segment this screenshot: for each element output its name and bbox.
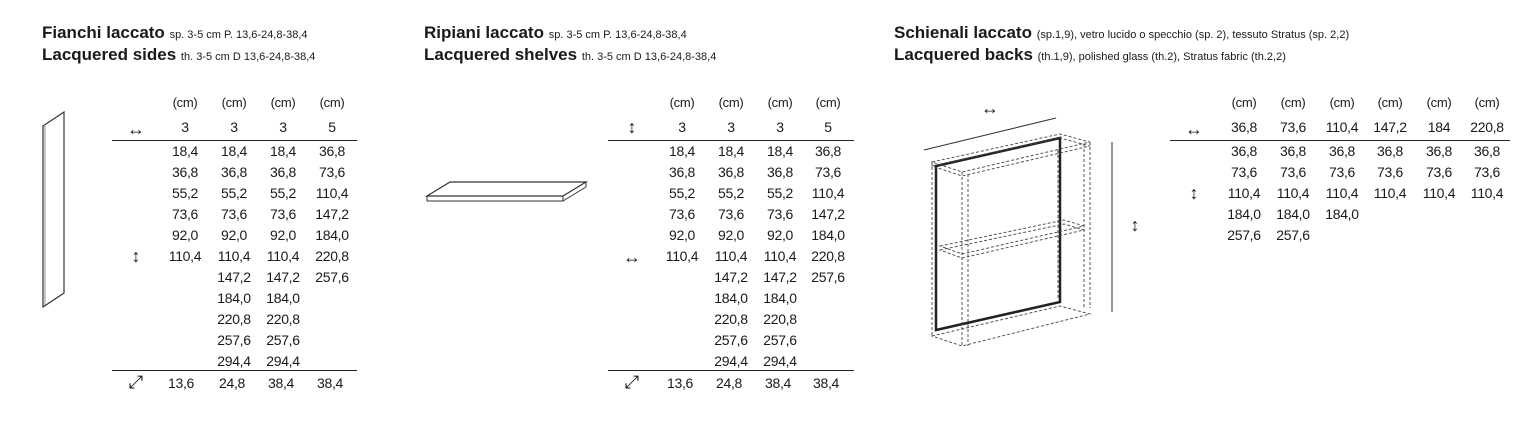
table-cell: 110,4 <box>665 248 699 264</box>
table-cell: 92,0 <box>717 227 745 243</box>
table-cell: 184,0 <box>266 290 300 306</box>
section-lacquered-backs <box>880 0 1532 424</box>
table-cell: 257,6 <box>714 332 748 348</box>
table-cell: 220,8 <box>714 311 748 327</box>
table-cell: 110,4 <box>168 248 202 264</box>
table-cell: 184,0 <box>1325 206 1359 222</box>
table-cell: 110,4 <box>1276 185 1310 201</box>
width-value: 36,8 <box>1230 119 1258 135</box>
unit-header: (cm) <box>270 95 296 110</box>
table-cell: 18,4 <box>668 143 696 159</box>
table-cell: 18,4 <box>717 143 745 159</box>
subtitle-english: (th.1,9), polished glass (th.2), Stratus fabric (th.2,2) <box>1037 51 1286 63</box>
depth-arrow-icon: ⤢ <box>128 372 144 392</box>
bookcase-back-illustration <box>880 0 1140 400</box>
table-cell: 36,8 <box>171 164 199 180</box>
width-value: 73,6 <box>1279 119 1307 135</box>
table-cell: 18,4 <box>269 143 297 159</box>
table-cell: 73,6 <box>1425 164 1453 180</box>
subtitle-english: th. 3-5 cm D 13,6-24,8-38,4 <box>581 51 717 63</box>
table-cell: 147,2 <box>315 206 349 222</box>
table-cell: 184,0 <box>714 290 748 306</box>
table-cell: 36,8 <box>1230 143 1258 159</box>
subtitle-italian: sp. 3-5 cm P. 13,6-24,8-38,4 <box>548 29 687 41</box>
table-cell: 110,4 <box>1422 185 1456 201</box>
table-cell: 184,0 <box>315 227 349 243</box>
table-cell: 36,8 <box>1279 143 1307 159</box>
depth-value: 13,6 <box>666 375 694 391</box>
width-arrow-icon: ↔ <box>127 119 145 139</box>
unit-header: (cm) <box>172 95 198 110</box>
table-cell: 220,8 <box>811 248 845 264</box>
table-cell: 110,4 <box>217 248 251 264</box>
thickness-value: 5 <box>328 119 336 135</box>
table-cell: 110,4 <box>1470 185 1504 201</box>
table-cell: 73,6 <box>171 206 199 222</box>
title-italian: Ripiani laccato <box>424 23 544 42</box>
table-cell: 36,8 <box>220 164 248 180</box>
table-cell: 73,6 <box>1230 164 1258 180</box>
depth-value: 13,6 <box>167 375 195 391</box>
title-italian: Schienali laccato <box>894 23 1032 42</box>
thickness-value: 5 <box>824 119 832 135</box>
thickness-value: 3 <box>776 119 784 135</box>
unit-header: (cm) <box>1280 95 1306 110</box>
table-cell: 147,2 <box>811 206 845 222</box>
table-cell: 55,2 <box>717 185 745 201</box>
table-cell: 55,2 <box>171 185 199 201</box>
table-cell: 147,2 <box>763 269 797 285</box>
table-cell: 147,2 <box>714 269 748 285</box>
table-cell: 110,4 <box>1373 185 1407 201</box>
depth-value: 38,4 <box>764 375 792 391</box>
depth-value: 38,4 <box>812 375 840 391</box>
table-cell: 294,4 <box>763 353 797 369</box>
table-cell: 257,6 <box>217 332 251 348</box>
table-cell: 36,8 <box>1328 143 1356 159</box>
table-cell: 257,6 <box>763 332 797 348</box>
table-height-arrow-icon: ↕ <box>1189 183 1199 203</box>
table-cell: 220,8 <box>763 311 797 327</box>
unit-header: (cm) <box>718 95 744 110</box>
shelf-illustration <box>380 0 600 220</box>
table-cell: 110,4 <box>1325 185 1359 201</box>
thickness-value: 3 <box>230 119 238 135</box>
table-cell: 184,0 <box>1227 206 1261 222</box>
subtitle-english: th. 3-5 cm D 13,6-24,8-38,4 <box>180 51 316 63</box>
table-cell: 18,4 <box>766 143 794 159</box>
table-cell: 36,8 <box>318 143 346 159</box>
thickness-value: 3 <box>678 119 686 135</box>
table-cell: 36,8 <box>1473 143 1501 159</box>
table-cell: 36,8 <box>717 164 745 180</box>
table-cell: 294,4 <box>266 353 300 369</box>
table-cell: 257,6 <box>266 332 300 348</box>
table-cell: 73,6 <box>1376 164 1404 180</box>
table-cell: 92,0 <box>171 227 199 243</box>
table-cell: 55,2 <box>766 185 794 201</box>
unit-header: (cm) <box>815 95 841 110</box>
table-cell: 55,2 <box>220 185 248 201</box>
table-cell: 92,0 <box>766 227 794 243</box>
table-cell: 184,0 <box>1276 206 1310 222</box>
table-cell: 73,6 <box>220 206 248 222</box>
depth-value: 24,8 <box>715 375 743 391</box>
unit-header: (cm) <box>1377 95 1403 110</box>
title-italian: Fianchi laccato <box>42 23 165 42</box>
title-english: Lacquered backs <box>894 45 1033 64</box>
subtitle-italian: sp. 3-5 cm P. 13,6-24,8-38,4 <box>169 29 308 41</box>
unit-header: (cm) <box>1329 95 1355 110</box>
table-cell: 73,6 <box>1328 164 1356 180</box>
width-value: 147,2 <box>1373 119 1407 135</box>
unit-header: (cm) <box>1474 95 1500 110</box>
width-arrow-icon: ↔ <box>981 98 999 118</box>
thickness-value: 3 <box>279 119 287 135</box>
table-cell: 147,2 <box>266 269 300 285</box>
height-arrow-icon: ↕ <box>627 117 637 137</box>
table-cell: 18,4 <box>220 143 248 159</box>
depth-arrow-icon: ⤢ <box>624 372 640 392</box>
table-cell: 257,6 <box>315 269 349 285</box>
title-english: Lacquered sides <box>42 45 177 64</box>
table-cell: 147,2 <box>217 269 251 285</box>
depth-value: 38,4 <box>316 375 344 391</box>
subtitle-italian: (sp.1,9), vetro lucido o specchio (sp. 2), tessuto Stratus (sp. 2,2) <box>1036 29 1350 41</box>
thickness-value: 3 <box>181 119 189 135</box>
table-cell: 73,6 <box>269 206 297 222</box>
unit-header: (cm) <box>1426 95 1452 110</box>
table-cell: 36,8 <box>766 164 794 180</box>
table-cell: 220,8 <box>217 311 251 327</box>
table-cell: 184,0 <box>217 290 251 306</box>
unit-header: (cm) <box>767 95 793 110</box>
section-lacquered-sides <box>0 0 380 424</box>
table-cell: 184,0 <box>811 227 845 243</box>
table-cell: 73,6 <box>1473 164 1501 180</box>
table-cell: 36,8 <box>814 143 842 159</box>
table-width-arrow-icon: ↔ <box>1185 119 1203 139</box>
table-cell: 73,6 <box>318 164 346 180</box>
height-arrow-icon: ↕ <box>1130 215 1140 235</box>
table-cell: 92,0 <box>269 227 297 243</box>
table-cell: 257,6 <box>1227 227 1261 243</box>
table-cell: 184,0 <box>763 290 797 306</box>
table-cell: 257,6 <box>1276 227 1310 243</box>
height-arrow-icon: ↕ <box>131 246 141 266</box>
table-cell: 55,2 <box>269 185 297 201</box>
table-cell: 36,8 <box>269 164 297 180</box>
table-cell: 110,4 <box>266 248 300 264</box>
table-cell: 36,8 <box>1376 143 1404 159</box>
table-cell: 257,6 <box>811 269 845 285</box>
unit-header: (cm) <box>221 95 247 110</box>
table-cell: 220,8 <box>266 311 300 327</box>
table-cell: 73,6 <box>668 206 696 222</box>
thickness-value: 3 <box>727 119 735 135</box>
side-panel-illustration <box>0 0 100 340</box>
depth-value: 24,8 <box>218 375 246 391</box>
width-value: 184 <box>1427 119 1451 135</box>
table-cell: 110,4 <box>315 185 349 201</box>
table-cell: 73,6 <box>1279 164 1307 180</box>
table-cell: 92,0 <box>220 227 248 243</box>
table-cell: 36,8 <box>1425 143 1453 159</box>
width-value: 220,8 <box>1470 119 1504 135</box>
width-arrow-icon: ↔ <box>623 247 641 267</box>
table-cell: 92,0 <box>668 227 696 243</box>
title-english: Lacquered shelves <box>424 45 578 64</box>
section-lacquered-shelves <box>380 0 880 424</box>
table-cell: 110,4 <box>1227 185 1261 201</box>
width-value: 110,4 <box>1325 119 1359 135</box>
table-cell: 18,4 <box>171 143 199 159</box>
table-cell: 73,6 <box>717 206 745 222</box>
table-cell: 220,8 <box>315 248 349 264</box>
unit-header: (cm) <box>669 95 695 110</box>
table-cell: 73,6 <box>814 164 842 180</box>
table-cell: 55,2 <box>668 185 696 201</box>
table-cell: 36,8 <box>668 164 696 180</box>
table-cell: 110,4 <box>811 185 845 201</box>
table-cell: 294,4 <box>217 353 251 369</box>
depth-value: 38,4 <box>267 375 295 391</box>
table-cell: 73,6 <box>766 206 794 222</box>
unit-header: (cm) <box>319 95 345 110</box>
table-cell: 110,4 <box>763 248 797 264</box>
unit-header: (cm) <box>1231 95 1257 110</box>
table-cell: 294,4 <box>714 353 748 369</box>
table-cell: 110,4 <box>714 248 748 264</box>
